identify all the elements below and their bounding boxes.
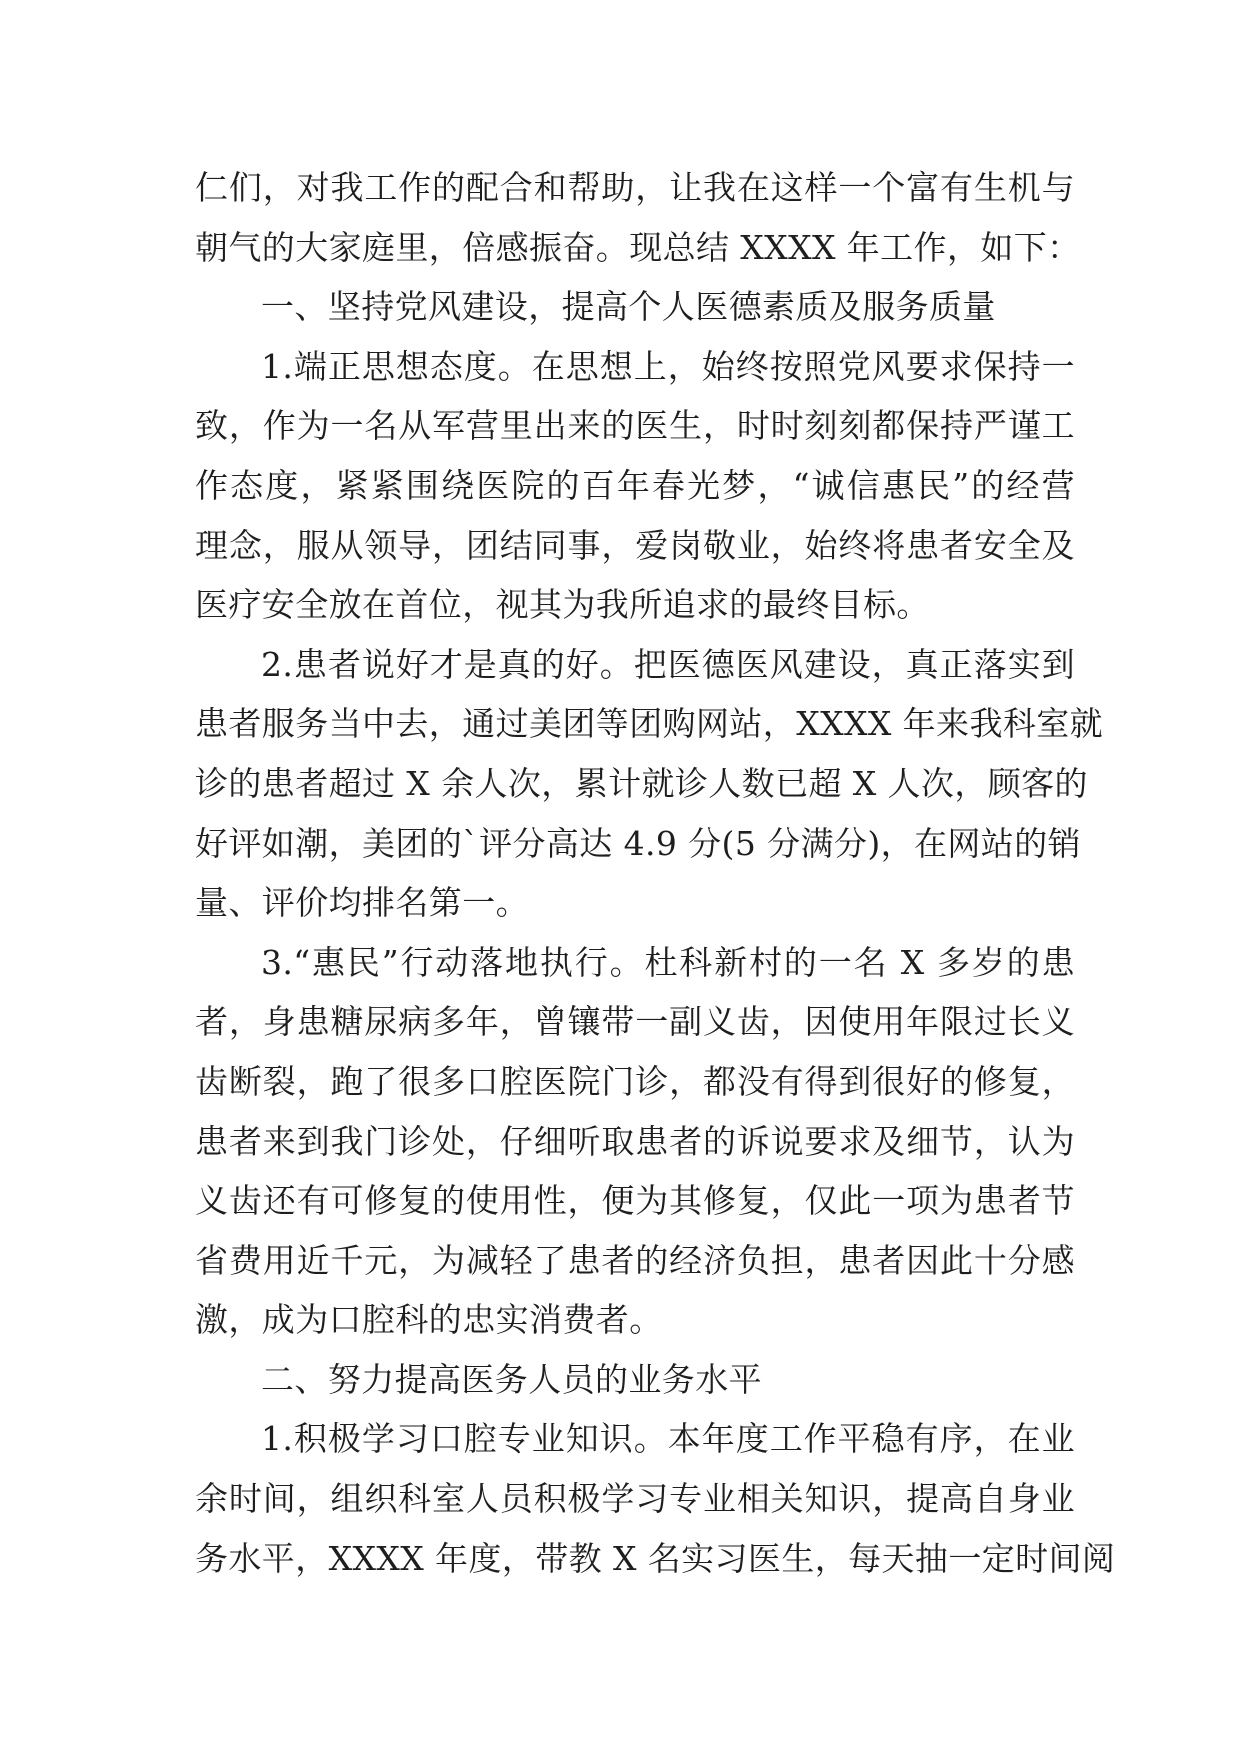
body-line: 医疗安全放在首位，视其为我所追求的最终目标。 [195, 585, 930, 625]
body-line: 3.“惠民”行动落地执行。杜科新村的一名 X 多岁的患 [261, 942, 1075, 982]
body-line: 朝气的大家庭里，倍感振奋。现总结 XXXX 年工作，如下： [195, 227, 1081, 267]
body-line: 仁们，对我工作的配合和帮助，让我在这样一个富有生机与 [195, 168, 1075, 207]
body-line: 义齿还有可修复的使用性，便为其修复，仅此一项为患者节 [195, 1181, 1075, 1221]
body-line: 好评如潮，美团的`评分高达 4.9 分(5 分满分)，在网站的销 [195, 823, 1081, 863]
section-heading: 二、努力提高医务人员的业务水平 [261, 1359, 762, 1399]
body-line: 患者服务当中去，通过美团等团购网站，XXXX 年来我科室就 [195, 704, 1104, 744]
body-line: 量、评价均排名第一。 [195, 883, 529, 923]
body-line: 诊的患者超过 X 余人次，累计就诊人数已超 X 人次，顾客的 [195, 763, 1088, 803]
body-line: 务水平，XXXX 年度，带教 X 名实习医生，每天抽一定时间阅 [195, 1538, 1116, 1578]
body-line: 致，作为一名从军营里出来的医生，时时刻刻都保持严谨工 [195, 406, 1075, 446]
body-line: 1.端正思想态度。在思想上，始终按照党风要求保持一 [261, 346, 1075, 386]
body-line: 余时间，组织科室人员积极学习专业相关知识，提高自身业 [195, 1479, 1075, 1519]
body-line: 患者来到我门诊处，仔细听取患者的诉说要求及细节，认为 [195, 1121, 1075, 1161]
body-line: 1.积极学习口腔专业知识。本年度工作平稳有序，在业 [261, 1419, 1075, 1459]
body-line: 激，成为口腔科的忠实消费者。 [195, 1300, 663, 1340]
body-line: 理念，服从领导，团结同事，爱岗敬业，始终将患者安全及 [195, 525, 1075, 565]
section-heading: 一、坚持党风建设，提高个人医德素质及服务质量 [261, 287, 996, 327]
document-body [195, 158, 1116, 1588]
body-line: 者，身患糖尿病多年，曾镶带一副义齿，因使用年限过长义 [195, 1002, 1075, 1042]
body-line: 2.患者说好才是真的好。把医德医风建设，真正落实到 [261, 644, 1075, 684]
body-line: 省费用近千元，为减轻了患者的经济负担，患者因此十分感 [195, 1240, 1075, 1280]
body-line: 作态度，紧紧围绕医院的百年春光梦，“诚信惠民”的经营 [195, 465, 1075, 505]
body-line: 齿断裂，跑了很多口腔医院门诊，都没有得到很好的修复， [195, 1061, 1075, 1101]
